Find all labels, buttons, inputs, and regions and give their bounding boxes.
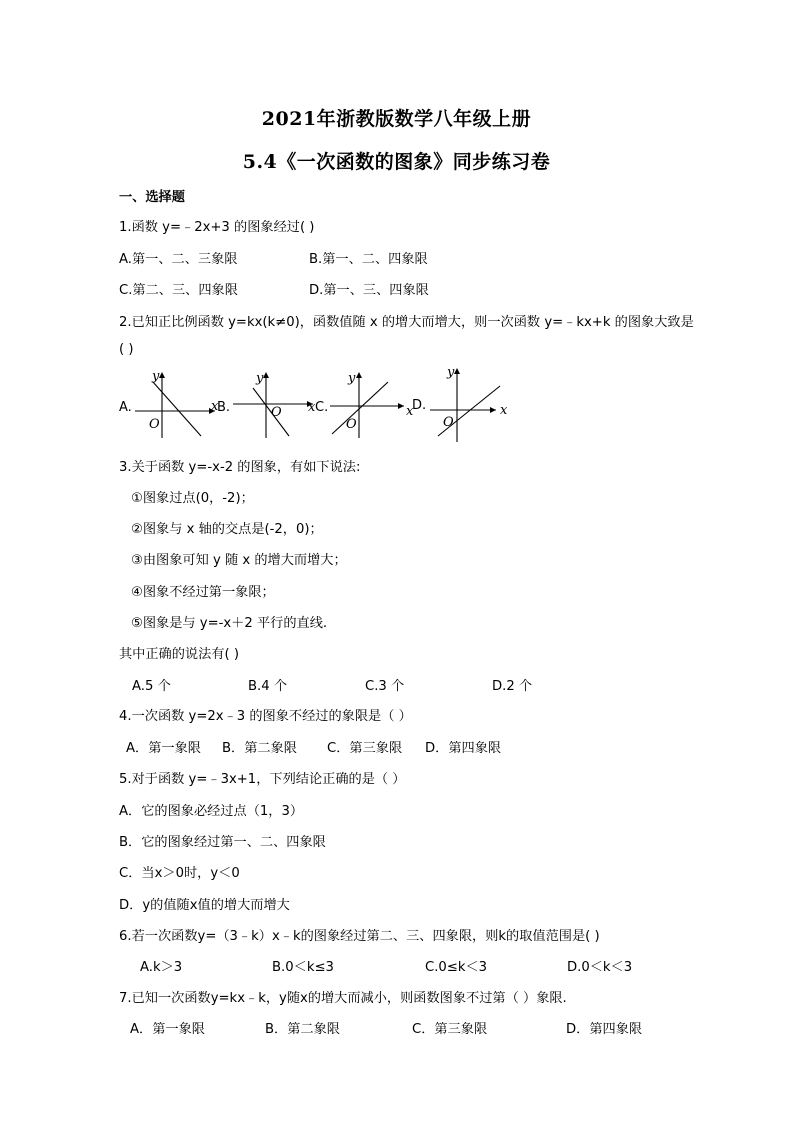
q7-option-a: A．第一象限 (130, 1022, 205, 1037)
q5-stem: 5.对于函数 y=﹣3x+1，下列结论正确的是（ ） (119, 772, 406, 787)
q2-graph-label-d: D. (412, 398, 427, 413)
q1-stem: 1.函数 y=﹣2x+3 的图象经过( ) (119, 220, 315, 235)
q1-option-c: C.第二、三、四象限 (119, 283, 238, 298)
q2-a-x-label: x (211, 399, 219, 414)
q6-option-c: C.0≤k＜3 (425, 960, 488, 975)
q6-option-d: D.0＜k＜3 (567, 960, 633, 975)
q2-graph-a (131, 368, 221, 440)
q1-option-a: A.第一、二、三象限 (119, 252, 238, 267)
q2-c-x-label: x (406, 404, 414, 419)
q2-paren: ( ) (119, 342, 134, 357)
q2-a-origin-label: O (149, 417, 160, 432)
q2-d-y-label: y (447, 365, 455, 380)
q3-statement-2: ②图象与 x 轴的交点是(-2，0)； (131, 522, 323, 537)
q4-option-b: B．第二象限 (222, 741, 297, 756)
q2-graph-label-c: C. (315, 400, 329, 415)
q7-stem: 7.已知一次函数y=kx﹣k，y随x的增大而减小，则函数图象不过第（ ）象限. (119, 991, 567, 1006)
q4-option-d: D．第四象限 (425, 741, 502, 756)
q3-question: 其中正确的说法有( ) (119, 647, 239, 662)
q2-c-y-label: y (348, 371, 356, 386)
q2-a-y-label: y (152, 369, 160, 384)
q3-option-c: C.3 个 (365, 679, 405, 694)
q3-option-a: A.5 个 (132, 679, 171, 694)
q1-option-b: B.第一、二、四象限 (309, 252, 428, 267)
q7-option-d: D．第四象限 (566, 1022, 643, 1037)
q2-graph-c (326, 368, 416, 440)
q3-option-b: B.4 个 (248, 679, 288, 694)
q5-option-c: C．当x＞0时，y＜0 (119, 866, 240, 881)
q4-option-a: A．第一象限 (126, 741, 201, 756)
q4-stem: 4.一次函数 y=2x﹣3 的图象不经过的象限是（ ） (119, 709, 412, 724)
q1-option-d: D.第一、三、四象限 (309, 283, 429, 298)
q3-statement-5: ⑤图象是与 y=-x＋2 平行的直线. (131, 616, 328, 631)
q3-statement-1: ①图象过点(0，-2)； (131, 491, 254, 506)
page-title: 2021年浙教版数学八年级上册 (261, 108, 532, 130)
page-subtitle: 5.4《一次函数的图象》同步练习卷 (242, 151, 551, 173)
q2-b-y-label: y (256, 371, 264, 386)
q7-option-b: B．第二象限 (265, 1022, 340, 1037)
q5-option-a: A．它的图象必经过点（1，3） (119, 804, 304, 819)
q5-option-b: B．它的图象经过第一、二、四象限 (119, 835, 326, 850)
q5-option-d: D．y的值随x值的增大而增大 (119, 898, 290, 913)
q3-statement-3: ③由图象可知 y 随 x 的增大而增大； (131, 553, 347, 568)
q2-b-origin-label: O (271, 405, 282, 420)
q2-c-origin-label: O (346, 417, 357, 432)
q4-option-c: C．第三象限 (327, 741, 403, 756)
q2-b-x-label: x (308, 400, 316, 415)
q2-stem: 2.已知正比例函数 y=kx(k≠0)，函数值随 x 的增大而增大，则一次函数 y=﹣kx+k 的图象大致是 (119, 315, 694, 330)
q3-stem: 3.关于函数 y=-x-2 的图象，有如下说法: (119, 460, 361, 475)
q2-graph-d (424, 362, 516, 444)
q6-stem: 6.若一次函数y=（3﹣k）x﹣k的图象经过第二、三、四象限，则k的取值范围是( ) (119, 929, 600, 944)
q6-option-b: B.0＜k≤3 (272, 960, 334, 975)
q2-graph-b (229, 368, 319, 440)
q2-graph-label-a: A. (119, 400, 132, 415)
section-heading: 一、选择题 (119, 190, 185, 205)
q2-d-origin-label: O (443, 415, 454, 430)
q6-option-a: A.k＞3 (140, 960, 183, 975)
q3-option-d: D.2 个 (492, 679, 533, 694)
q2-d-x-label: x (500, 403, 508, 418)
q2-graph-label-b: B. (217, 400, 231, 415)
q7-option-c: C．第三象限 (412, 1022, 488, 1037)
q3-statement-4: ④图象不经过第一象限； (131, 585, 275, 600)
